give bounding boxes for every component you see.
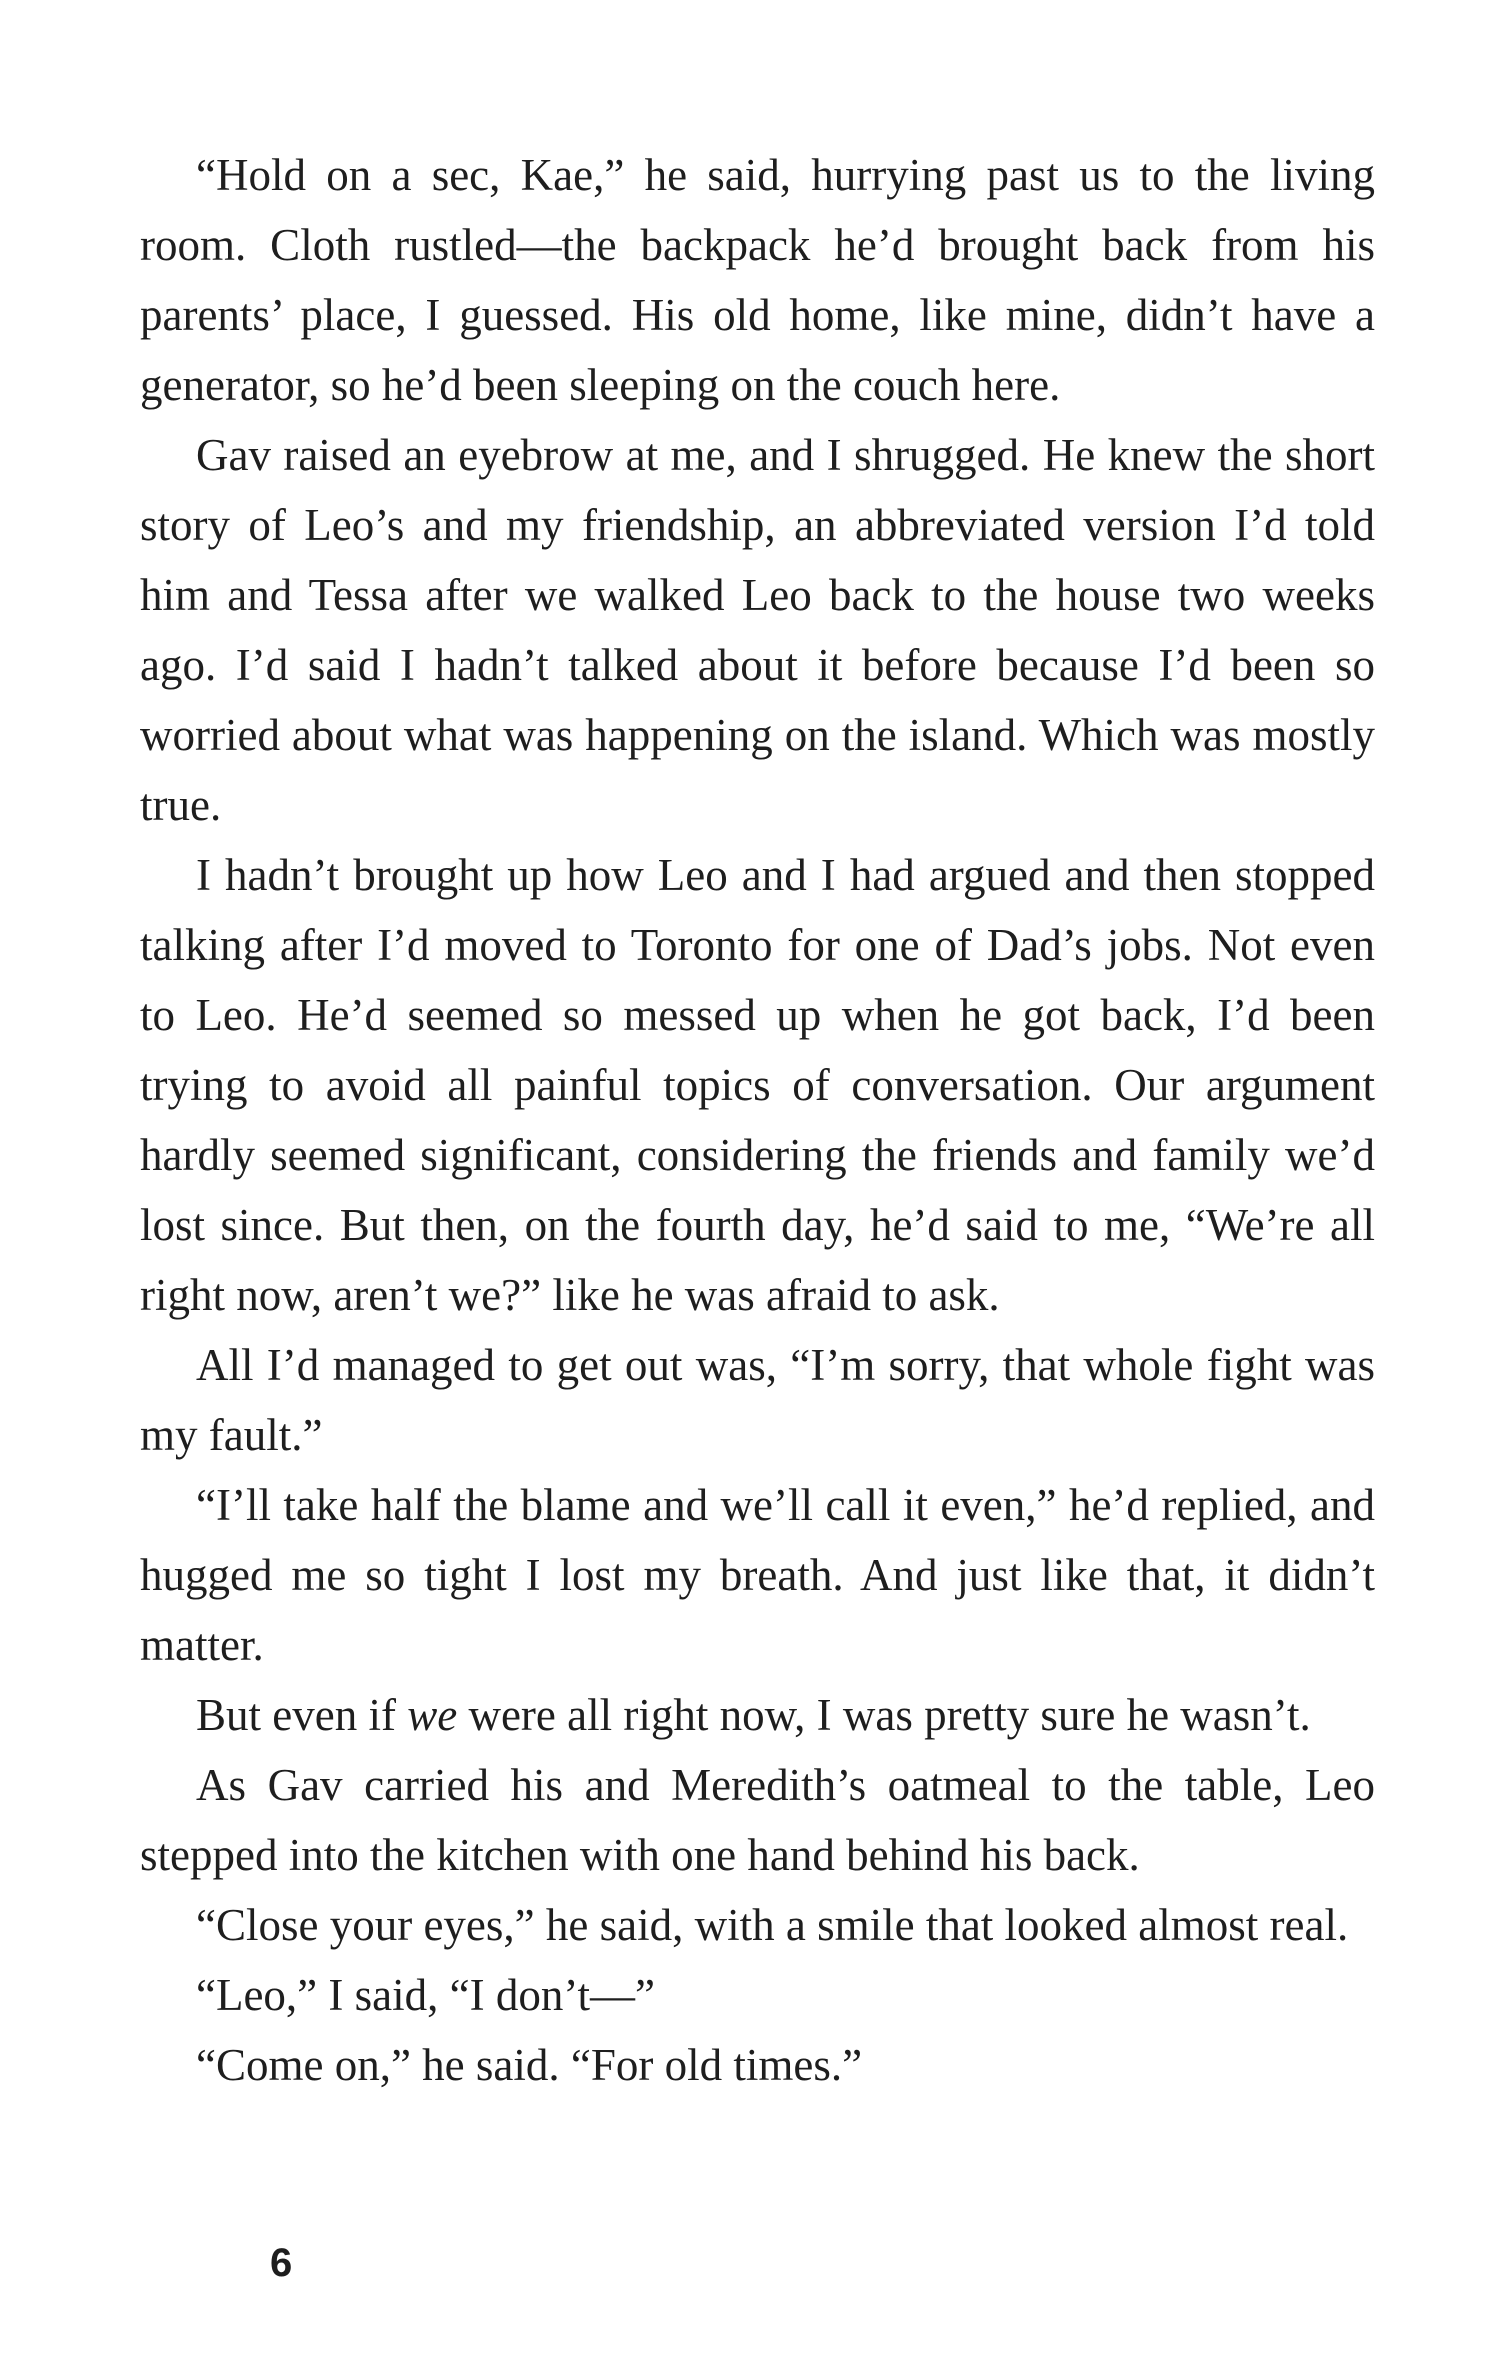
emphasized-word: we (407, 1690, 458, 1740)
paragraph: As Gav carried his and Meredith’s oatmeal to the table, Leo stepped into the kitchen with one hand behind his back. (140, 1760, 1375, 1880)
text-run: But even if (196, 1690, 408, 1740)
page-number: 6 (270, 2241, 293, 2285)
paragraph: “I’ll take half the blame and we’ll call it even,” he’d replied, and hugged me so tight I lost my breath. And just like that, it didn’t matter. (140, 1480, 1375, 1670)
paragraph: “Close your eyes,” he said, with a smile that looked almost real. (196, 1900, 1349, 1950)
paragraph: All I’d managed to get out was, “I’m sorry, that whole fight was my fault.” (140, 1340, 1375, 1460)
text-run: were all right now, I was pretty sure he wasn’t. (457, 1690, 1311, 1740)
paragraph: “Come on,” he said. “For old times.” (196, 2040, 863, 2090)
paragraph: Gav raised an eyebrow at me, and I shrugged. He knew the short story of Leo’s and my friendship, an abbreviated version I’d told him and Tessa after we walked Leo back to the house two weeks ago. I’d said I hadn’t talked about it before because I’d been so worried about what was happening on the island. Which was mostly true. (140, 430, 1375, 830)
paragraph: “Leo,” I said, “I don’t—” (196, 1970, 655, 2020)
paragraph: “Hold on a sec, Kae,” he said, hurrying past us to the living room. Cloth rustled—the backpack he’d brought back from his parents’ place, I guessed. His old home, like mine, didn’t have a generator, so he’d been sleeping on the couch here. (140, 150, 1375, 410)
paragraph: I hadn’t brought up how Leo and I had argued and then stopped talking after I’d moved to Toronto for one of Dad’s jobs. Not even to Leo. He’d seemed so messed up when he got back, I’d been trying to avoid all painful topics of conversation. Our argument hardly seemed significant, considering the friends and family we’d lost since. But then, on the fourth day, he’d said to me, “We’re all right now, aren’t we?” like he was afraid to ask. (140, 850, 1375, 1320)
body-text (140, 140, 1375, 2100)
paragraph-with-emphasis (140, 1680, 1375, 1750)
